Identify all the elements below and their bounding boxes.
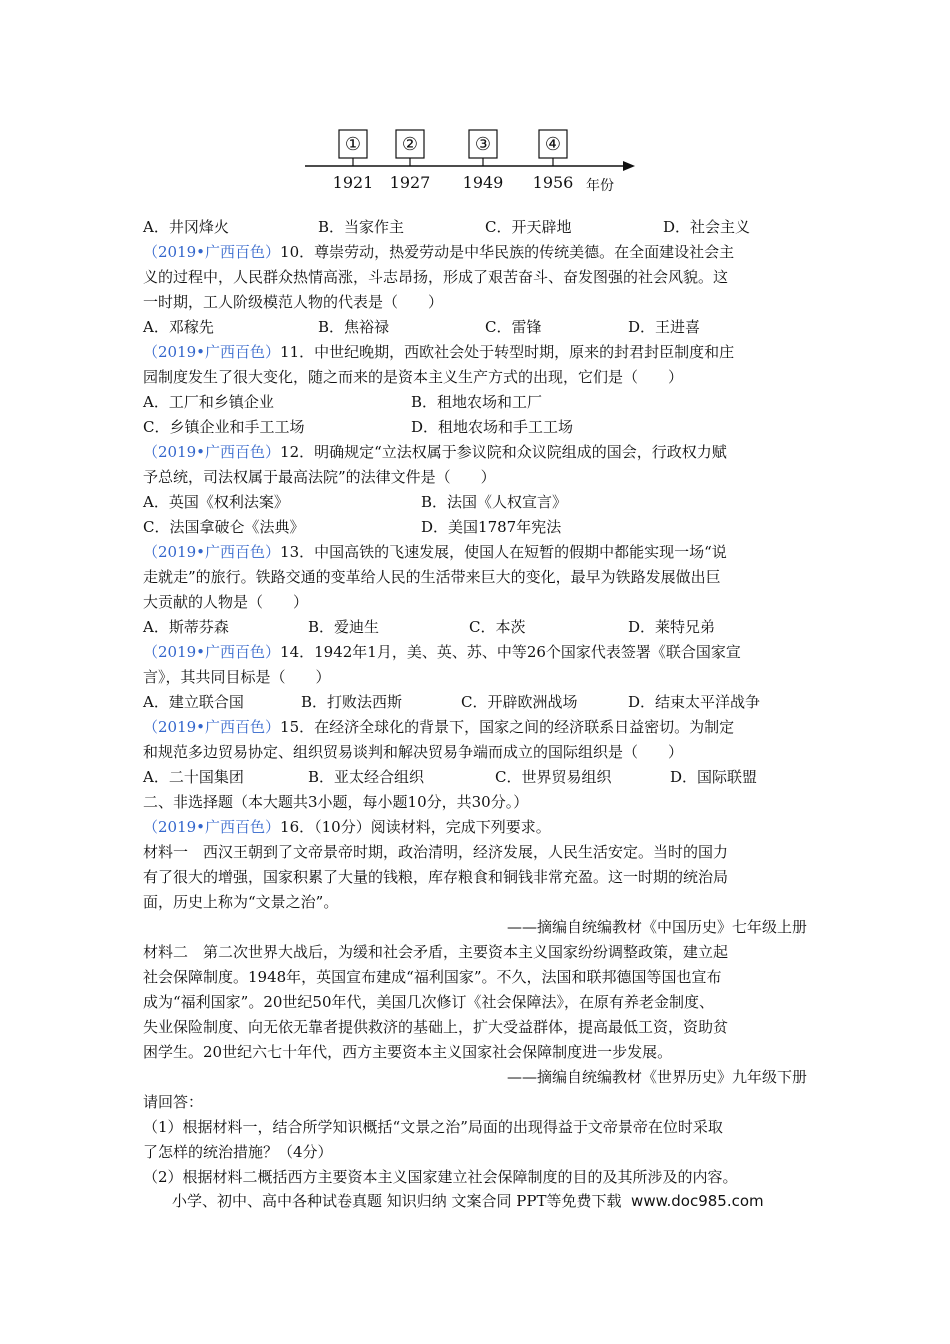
- q16-material-2-source-row: [143, 1065, 823, 1090]
- q14-option-c: C．开辟欧洲战场: [461, 693, 578, 711]
- q12-option-b: B．法国《人权宣言》: [421, 493, 568, 511]
- q16-material-1-line-3: 面，历史上称为“文景之治”。: [143, 893, 339, 911]
- q11-option-c: C．乡镇企业和手工工场: [143, 418, 305, 436]
- q15-option-c: C．世界贸易组织: [495, 768, 612, 786]
- footer: [172, 1190, 764, 1211]
- timeline-figure: [305, 126, 645, 196]
- q10-stem-line-2: 义的过程中，人民群众热情高涨，斗志昂扬，形成了艰苦奋斗、奋发图强的社会风貌。这: [143, 268, 729, 286]
- q15-options: [143, 765, 823, 790]
- q16-material-1-source-row: [143, 915, 823, 940]
- q10-stem-line-3: 一时期，工人阶级模范人物的代表是（ ）: [143, 293, 444, 311]
- q15-option-d: D．国际联盟: [670, 768, 758, 786]
- q14-stem-line-2: 言》，其共同目标是（ ）: [143, 668, 331, 686]
- q12-stem-line-2: 予总统，司法权属于最高法院”的法律文件是（ ）: [143, 468, 496, 486]
- q9-option-b: B．当家作主: [318, 218, 405, 236]
- q10-option-b: B．焦裕禄: [318, 318, 390, 336]
- q16-material-1-line-1: 材料一 西汉王朝到了文帝景帝时期，政治清明，经济发展，人民生活安定。当时的国力: [143, 843, 729, 861]
- q16-material-1-line-2: 有了很大的增强，国家积累了大量的钱粮，库存粮食和铜钱非常充盈。这一时期的统治局: [143, 868, 729, 886]
- q14-option-b: B．打败法西斯: [301, 693, 403, 711]
- q12-option-d: D．美国1787年宪法: [421, 518, 562, 536]
- q10-option-a: A．邓稼先: [143, 318, 214, 336]
- q14-options: [143, 690, 823, 715]
- q11-options-row-1: [143, 390, 823, 415]
- q13-stem-line-1: （2019•广西百色）13．中国高铁的飞速发展，使国人在短暂的假期中都能实现一场“说: [143, 543, 727, 561]
- q10-options: [143, 315, 823, 340]
- timeline-unit-label: 年份: [586, 178, 614, 194]
- q12-options-row-2: [143, 515, 823, 540]
- q16-material-2-line-3: 成为“福利国家”。20世纪50年代，美国几次修订《社会保障法》，在原有养老金制度、: [143, 993, 715, 1011]
- svg-text:1956: 1956: [532, 173, 574, 192]
- svg-text:①: ①: [344, 134, 362, 155]
- section-2-heading: 二、非选择题（本大题共3小题，每小题10分，共30分。）: [143, 793, 529, 811]
- q10-stem-line-1: （2019•广西百色）10．尊崇劳动，热爱劳动是中华民族的传统美德。在全面建设社会主: [143, 243, 735, 261]
- q10-option-d: D．王进喜: [628, 318, 701, 336]
- q16-sub1-line-2: 了怎样的统治措施？（4分）: [143, 1143, 333, 1161]
- q11-stem-line-1: （2019•广西百色）11．中世纪晚期，西欧社会处于转型时期，原来的封君封臣制度和庄: [143, 343, 735, 361]
- q16-sub1-line-1: （1）根据材料一，结合所学知识概括“文景之治”局面的出现得益于文帝景帝在位时采取: [143, 1118, 723, 1136]
- q13-options: [143, 615, 823, 640]
- svg-text:④: ④: [544, 134, 562, 155]
- q15-stem-line-1: （2019•广西百色）15．在经济全球化的背景下，国家之间的经济联系日益密切。为制定: [143, 718, 735, 736]
- q12-option-c: C．法国拿破仑《法典》: [143, 518, 305, 536]
- q14-stem-line-1: （2019•广西百色）14．1942年1月，美、英、苏、中等26个国家代表签署《联合国家宣: [143, 643, 741, 661]
- q16-material-2-source: ——摘编自统编教材《世界历史》九年级下册: [506, 1068, 807, 1086]
- svg-text:1949: 1949: [462, 173, 504, 192]
- q16-sub2: （2）根据材料二概括西方主要资本主义国家建立社会保障制度的目的及其所涉及的内容。: [143, 1168, 738, 1186]
- svg-text:1921: 1921: [332, 173, 374, 192]
- q9-options: [143, 215, 823, 240]
- q9-option-c: C．开天辟地: [485, 218, 572, 236]
- q11-option-d: D．租地农场和手工工场: [411, 418, 574, 436]
- svg-text:1927: 1927: [389, 173, 431, 192]
- q11-options-row-2: [143, 415, 823, 440]
- q11-option-b: B．租地农场和工厂: [411, 393, 543, 411]
- q16-material-2-line-5: 困学生。20世纪六七十年代，西方主要资本主义国家社会保障制度进一步发展。: [143, 1043, 673, 1061]
- q11-stem-line-2: 园制度发生了很大变化，随之而来的是资本主义生产方式的出现，它们是（ ）: [143, 368, 684, 386]
- q10-source: （2019•广西百色）: [143, 243, 281, 261]
- q14-option-a: A．建立联合国: [143, 693, 244, 711]
- timeline-marker-4: [533, 130, 574, 192]
- q16-head: （2019•广西百色）16．（10分）阅读材料，完成下列要求。: [143, 818, 551, 836]
- footer-text: 小学、初中、高中各种试卷真题 知识归纳 文案合同 PPT等免费下载: [172, 1192, 622, 1210]
- q15-option-b: B．亚太经合组织: [308, 768, 425, 786]
- q15-stem-line-2: 和规范多边贸易协定、组织贸易谈判和解决贸易争端而成立的国际组织是（ ）: [143, 743, 684, 761]
- q13-option-c: C．本茨: [469, 618, 526, 636]
- q9-option-a: A．井冈烽火: [143, 218, 229, 236]
- q11-option-a: A．工厂和乡镇企业: [143, 393, 274, 411]
- q11-source: （2019•广西百色）: [143, 343, 281, 361]
- q16-material-2-line-4: 失业保险制度、向无依无靠者提供救济的基础上，扩大受益群体，提高最低工资，资助贫: [143, 1018, 729, 1036]
- q14-option-d: D．结束太平洋战争: [628, 693, 761, 711]
- q12-option-a: A．英国《权利法案》: [143, 493, 289, 511]
- q12-options-row-1: [143, 490, 823, 515]
- timeline-arrowhead: [623, 161, 635, 171]
- q16-material-2-line-1: 材料二 第二次世界大战后，为缓和社会矛盾，主要资本主义国家纷纷调整政策，建立起: [143, 943, 729, 961]
- q9-option-d: D．社会主义: [663, 218, 751, 236]
- q12-source: （2019•广西百色）: [143, 443, 281, 461]
- svg-text:③: ③: [474, 134, 492, 155]
- q16-material-1-source: ——摘编自统编教材《中国历史》七年级上册: [506, 918, 807, 936]
- q16-source: （2019•广西百色）: [143, 818, 281, 836]
- q13-stem-line-2: 走就走”的旅行。铁路交通的变革给人民的生活带来巨大的变化，最早为铁路发展做出巨: [143, 568, 721, 586]
- timeline-marker-1: [333, 130, 374, 192]
- q13-source: （2019•广西百色）: [143, 543, 281, 561]
- q16-material-2-line-2: 社会保障制度。1948年，英国宣布建成“福利国家”。不久，法国和联邦德国等国也宣布: [143, 968, 722, 986]
- q13-option-b: B．爱迪生: [308, 618, 380, 636]
- timeline-marker-3: [463, 130, 504, 192]
- q13-option-d: D．莱特兄弟: [628, 618, 716, 636]
- timeline-marker-2: [390, 130, 431, 192]
- q15-source: （2019•广西百色）: [143, 718, 281, 736]
- q13-stem-line-3: 大贡献的人物是（ ）: [143, 593, 309, 611]
- q16-ask: 请回答：: [143, 1093, 204, 1111]
- svg-text:②: ②: [401, 134, 419, 155]
- q14-source: （2019•广西百色）: [143, 643, 281, 661]
- q13-option-a: A．斯蒂芬森: [143, 618, 229, 636]
- q10-option-c: C．雷锋: [485, 318, 542, 336]
- q12-stem-line-1: （2019•广西百色）12．明确规定“立法权属于参议院和众议院组成的国会，行政权力赋: [143, 443, 727, 461]
- q15-option-a: A．二十国集团: [143, 768, 244, 786]
- footer-url: www.doc985.com: [631, 1192, 764, 1210]
